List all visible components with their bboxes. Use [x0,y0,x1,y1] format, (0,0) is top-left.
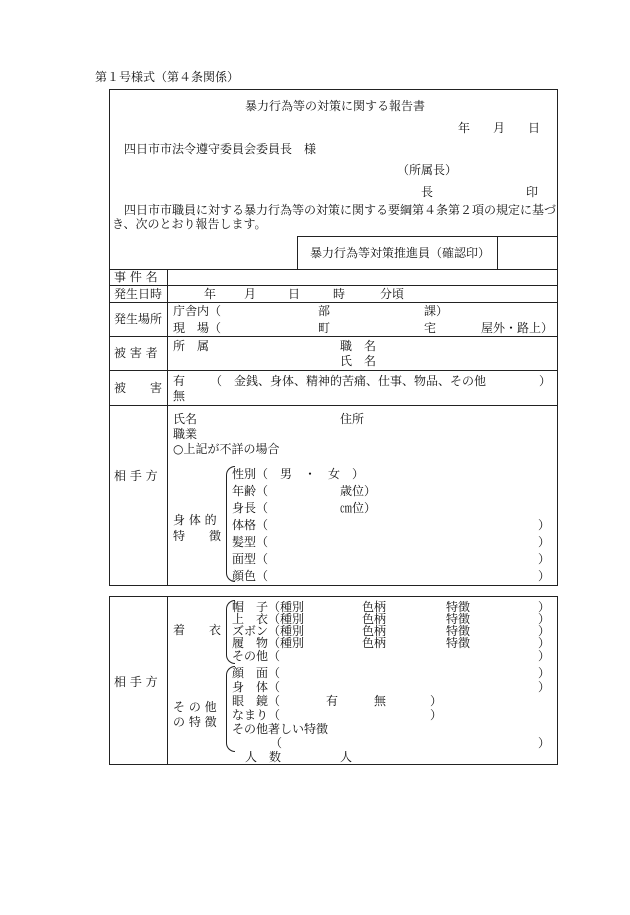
addressee: 四日市市法令遵守委員会委員長 様 [124,142,317,156]
date-day-label: 日 [528,121,541,135]
clothing-shoes: 履 物（種別 [232,636,305,650]
opponent-name: 氏名 [173,412,198,426]
damage-no: 無 [173,389,186,403]
form-number: 第１号様式（第４条関係） [95,70,240,84]
clothing-trousers-close: ） [538,624,551,638]
case-name-label: 事 件 名 [114,270,158,284]
feature-accent-close: ） [430,708,443,722]
clothing-jacket-feature: 特徴 [446,612,471,626]
people-count-label: 人 数 [245,750,282,764]
occurrence-day: 日 [288,287,301,301]
feature-face-close: ） [538,666,551,680]
other-features-label-2: の 特 徴 [173,715,217,729]
place-town: 町 [318,321,331,335]
place-outdoor: 屋外・路上） [481,321,554,335]
clothing-jacket-pattern: 色柄 [362,612,387,626]
intro-text-line1: 四日市市職員に対する暴力行為等の対策に関する要綱第４条第２項の規定に基づ [124,203,557,217]
physical-complexion: 顔色（ [232,569,269,583]
damage-label: 被 害 [114,381,163,395]
feature-glasses-yes: 有 [326,694,339,708]
damage-paren-close: ） [539,374,552,388]
clothing-label: 着 衣 [173,623,222,637]
place-house: 宅 [424,321,437,335]
date-month-label: 月 [493,121,506,135]
damage-yes: 有 [173,374,186,388]
intro-text-line2: き、次のとおり報告します。 [112,217,267,231]
physical-hair-close: ） [538,535,551,549]
clothing-hat-pattern: 色柄 [362,600,387,614]
feature-glasses-close: ） [430,694,443,708]
clothing-other-close: ） [538,649,551,663]
physical-features-label-1: 身 体 的 [173,513,217,527]
clothing-shoes-close: ） [538,636,551,650]
occurrence-place-label: 発生場所 [114,312,163,326]
occurrence-year: 年 [204,287,217,301]
victim-label: 被 害 者 [114,346,158,360]
clothing-trousers-pattern: 色柄 [362,624,387,638]
physical-build: 体格（ [232,518,269,532]
clothing-trousers: ズボン（種別 [232,624,305,638]
head-label: 長 [421,185,434,199]
physical-face-shape: 面型（ [232,552,269,566]
victim-name: 氏 名 [340,354,377,368]
damage-paren-open: （ [210,374,223,388]
clothing-shoes-pattern: 色柄 [362,636,387,650]
opponent-job: 職業 [173,427,198,441]
report-title: 暴力行為等の対策に関する報告書 [245,99,426,113]
physical-age: 年齢（ 歳位） [232,484,377,498]
physical-build-close: ） [538,518,551,532]
other-features-label-1: そ の 他 [173,700,217,714]
clothing-trousers-feature: 特徴 [446,624,471,638]
affiliation-head-label: （所属長） [397,163,458,177]
occurrence-hour: 時 [333,287,346,301]
physical-gender: 性別（ 男 ・ 女 ） [232,467,365,481]
physical-hair: 髪型（ [232,535,269,549]
opponent-label-2: 相 手 方 [114,675,158,689]
place-department: 部 [318,304,331,318]
feature-body-close: ） [538,680,551,694]
victim-affiliation: 所 属 [173,339,210,353]
victim-post: 職 名 [340,339,377,353]
promoter-confirmation-label: 暴力行為等対策推進員（確認印） [310,246,491,260]
occurrence-month: 月 [244,287,257,301]
place-site: 現 場（ [173,321,222,335]
feature-glasses: 眼 鏡（ [232,694,281,708]
place-section: 課） [424,304,449,318]
damage-items: 金銭、身体、精神的苦痛、仕事、物品、その他 [234,374,487,388]
feature-notable-close: ） [538,736,551,750]
physical-complexion-close: ） [538,569,551,583]
feature-notable-paren: （ [270,736,283,750]
clothing-jacket: 上 衣（種別 [232,612,305,626]
feature-glasses-no: 無 [374,694,387,708]
clothing-hat: 帽 子（種別 [232,600,305,614]
physical-height: 身長（ ㎝位） [232,501,377,515]
seal-mark: 印 [526,185,539,199]
physical-features-label-2: 特 徴 [173,529,222,543]
people-count-unit: 人 [340,750,353,764]
occurrence-datetime-label: 発生日時 [114,287,163,301]
feature-notable: その他著しい特徴 [232,722,329,736]
feature-face: 顔 面（ [232,666,281,680]
physical-face-shape-close: ） [538,552,551,566]
date-year-label: 年 [458,121,471,135]
opponent-unknown-note: ○上記が不詳の場合 [173,442,280,456]
clothing-jacket-close: ） [538,612,551,626]
place-office: 庁舎内（ [173,304,222,318]
opponent-address: 住所 [340,412,365,426]
clothing-hat-close: ） [538,600,551,614]
clothing-hat-feature: 特徴 [446,600,471,614]
opponent-label: 相 手 方 [114,469,158,483]
feature-accent: なまり（ [232,708,281,722]
feature-body: 身 体（ [232,680,281,694]
occurrence-minute: 分頃 [380,287,405,301]
clothing-other: その他（ [232,649,281,663]
clothing-shoes-feature: 特徴 [446,636,471,650]
